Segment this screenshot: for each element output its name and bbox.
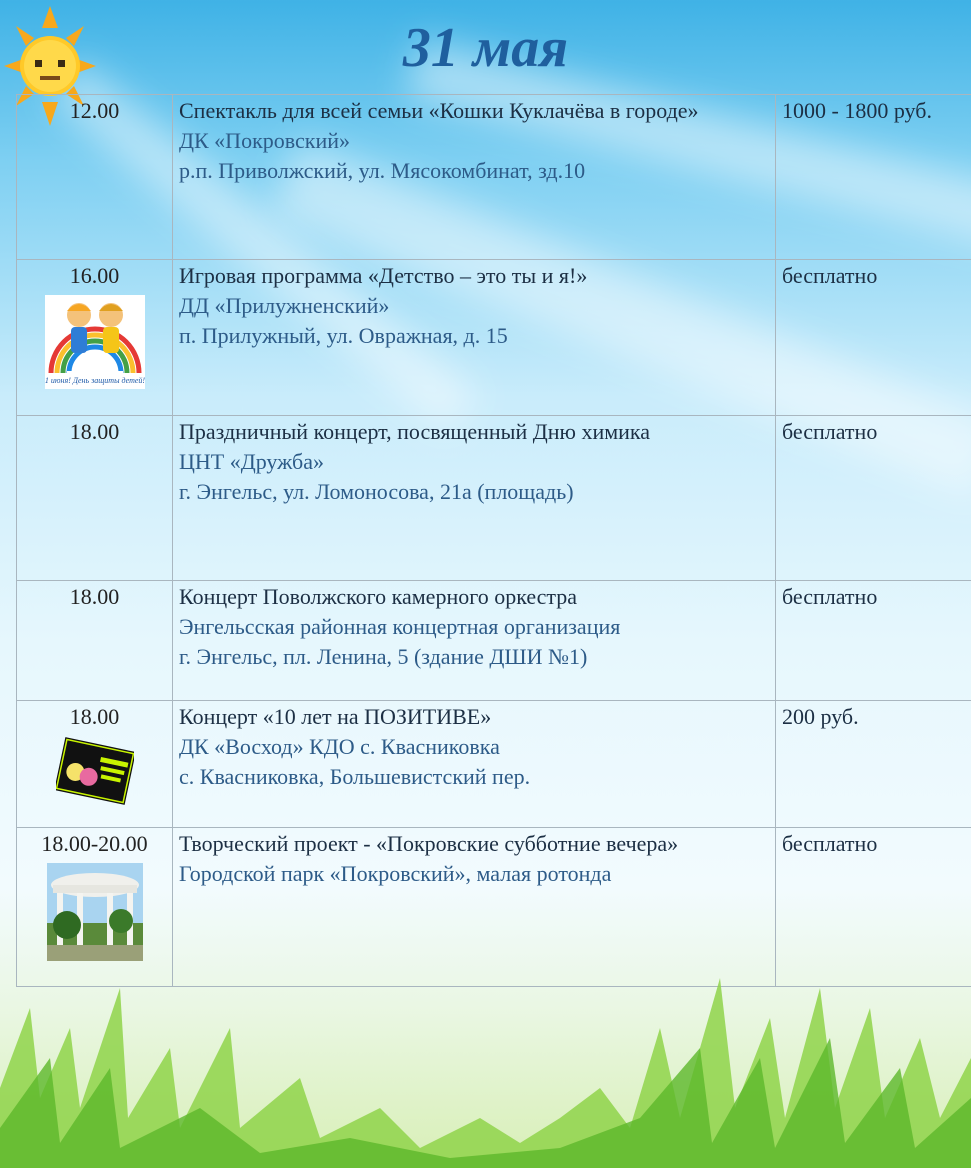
event-venue: ДК «Покровский» bbox=[179, 128, 351, 153]
event-time: 18.00 bbox=[69, 704, 120, 729]
event-address: р.п. Приволжский, ул. Мясокомбинат, зд.10 bbox=[179, 158, 586, 183]
event-name: Праздничный концерт, посвященный Дню химика bbox=[179, 419, 651, 444]
description-cell bbox=[173, 701, 776, 828]
event-address: п. Прилужный, ул. Овражная, д. 15 bbox=[179, 323, 508, 348]
event-time: 18.00-20.00 bbox=[41, 831, 148, 856]
children-day-image bbox=[45, 295, 145, 389]
event-address: г. Энгельс, пл. Ленина, 5 (здание ДШИ №1) bbox=[179, 644, 588, 669]
event-name: Творческий проект - «Покровские субботние вечера» bbox=[179, 831, 679, 856]
event-name: Концерт Поволжского камерного оркестра bbox=[179, 584, 578, 609]
event-address: г. Энгельс, ул. Ломоносова, 21а (площадь) bbox=[179, 479, 574, 504]
time-cell bbox=[17, 701, 173, 828]
table-row bbox=[17, 701, 971, 828]
table-row bbox=[17, 260, 971, 416]
event-time: 18.00 bbox=[69, 419, 120, 444]
description-cell bbox=[173, 95, 776, 260]
event-price: бесплатно bbox=[782, 831, 878, 856]
page-title: 31 мая bbox=[402, 17, 569, 79]
concert-poster-image bbox=[56, 736, 134, 806]
price-cell bbox=[776, 701, 971, 828]
description-cell bbox=[173, 828, 776, 987]
table-row bbox=[17, 95, 971, 260]
table-row bbox=[17, 581, 971, 701]
event-venue: ЦНТ «Дружба» bbox=[179, 449, 325, 474]
event-venue: Городской парк «Покровский», малая ротонда bbox=[179, 861, 612, 886]
time-cell bbox=[17, 828, 173, 987]
price-cell bbox=[776, 260, 971, 416]
event-venue: ДД «Прилужненский» bbox=[179, 293, 390, 318]
time-cell bbox=[17, 416, 173, 581]
event-venue: ДК «Восход» КДО с. Квасниковка bbox=[179, 734, 500, 759]
price-cell bbox=[776, 581, 971, 701]
events-table bbox=[16, 94, 971, 987]
image-caption: 1 июня! День защиты детей! bbox=[44, 376, 145, 385]
time-cell bbox=[17, 95, 173, 260]
event-name: Концерт «10 лет на ПОЗИТИВЕ» bbox=[179, 704, 492, 729]
event-name: Спектакль для всей семьи «Кошки Куклачёва в городе» bbox=[179, 98, 699, 123]
event-name: Игровая программа «Детство – это ты и я!» bbox=[179, 263, 588, 288]
price-cell bbox=[776, 828, 971, 987]
description-cell bbox=[173, 581, 776, 701]
rotunda-photo bbox=[47, 863, 143, 961]
description-cell bbox=[173, 416, 776, 581]
table-row bbox=[17, 416, 971, 581]
price-cell bbox=[776, 416, 971, 581]
price-cell bbox=[776, 95, 971, 260]
grass-decoration bbox=[0, 968, 971, 1168]
event-price: 200 руб. bbox=[782, 704, 859, 729]
event-time: 18.00 bbox=[69, 584, 120, 609]
time-cell bbox=[17, 581, 173, 701]
table-row bbox=[17, 828, 971, 987]
event-price: бесплатно bbox=[782, 419, 878, 444]
event-price: бесплатно bbox=[782, 584, 878, 609]
event-price: 1000 - 1800 руб. bbox=[782, 98, 932, 123]
description-cell bbox=[173, 260, 776, 416]
event-time: 12.00 bbox=[69, 98, 120, 123]
event-price: бесплатно bbox=[782, 263, 878, 288]
event-address: с. Квасниковка, Большевистский пер. bbox=[179, 764, 531, 789]
event-venue: Энгельсская районная концертная организация bbox=[179, 614, 621, 639]
time-cell bbox=[17, 260, 173, 416]
event-time: 16.00 bbox=[69, 263, 120, 288]
